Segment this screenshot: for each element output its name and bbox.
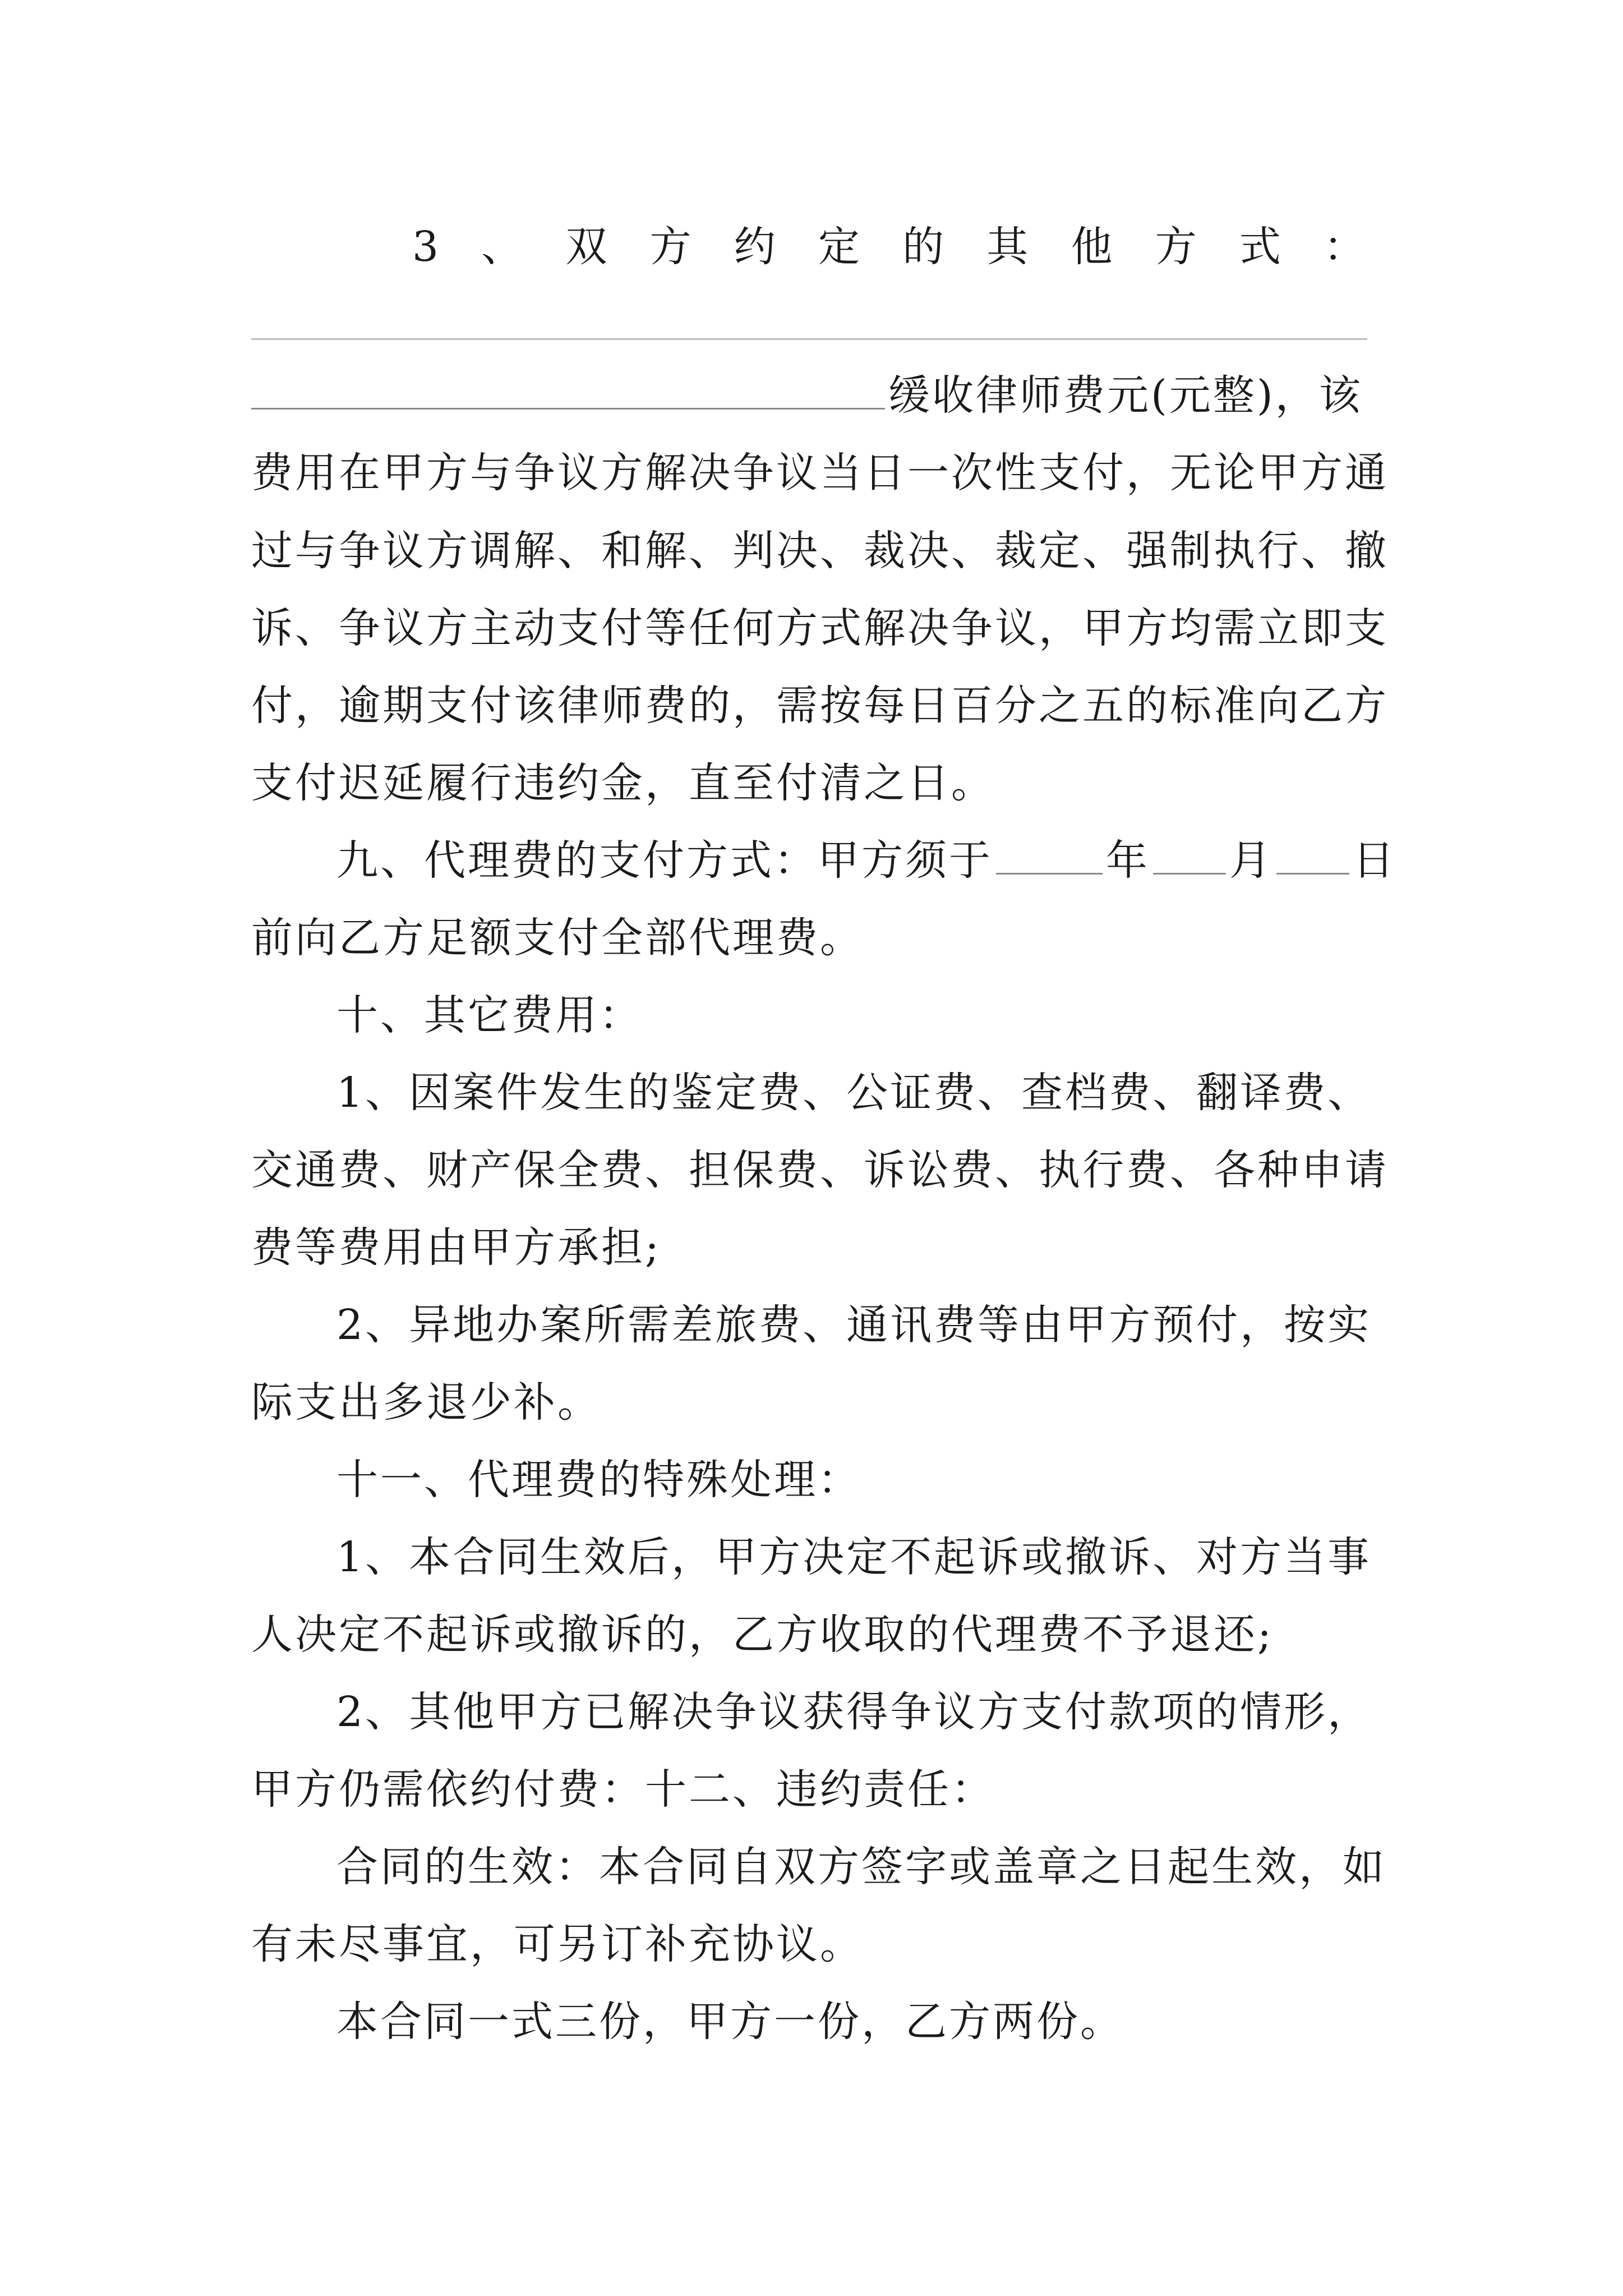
section9-prefix: 九、代理费的支付方式：甲方须于 [336, 836, 993, 885]
item3-char: ： [1323, 223, 1367, 271]
deferred-fee-line-5: 付，逾期支付该律师费的，需按每日百分之五的标准向乙方 [251, 682, 1389, 730]
item3-char: 3 [412, 223, 441, 271]
item3-char: 双 [565, 223, 610, 271]
item3-line [412, 219, 1367, 275]
item3-char: 他 [1071, 223, 1115, 271]
section11-title: 十一、代理费的特殊处理： [336, 1456, 861, 1504]
item3-char: 的 [902, 223, 947, 271]
section10-item1-line3: 费等费用由甲方承担; [251, 1223, 661, 1272]
section10-title: 十、其它费用： [336, 991, 643, 1039]
day-label: 日 [1353, 836, 1396, 885]
fill-in-rule [251, 338, 1367, 340]
year-label: 年 [1106, 836, 1150, 885]
section10-item2-line2: 际支出多退少补。 [251, 1378, 601, 1427]
blank-field [251, 369, 885, 409]
item3-char: 式 [1239, 223, 1283, 271]
section10-item2-line1: 2、异地办案所需差旅费、通讯费等由甲方预付，按实 [336, 1301, 1372, 1349]
deferred-fee-line-3: 过与争议方调解、和解、判决、裁决、裁定、强制执行、撤 [251, 527, 1389, 575]
section11-item2-line2: 甲方仍需依约付费：十二、违约责任： [251, 1765, 995, 1814]
copies-line: 本合同一式三份，甲方一份，乙方两份。 [336, 1998, 1124, 2046]
section9-line-2: 前向乙方足额支付全部代理费。 [251, 914, 864, 962]
item3-char: 、 [481, 223, 525, 271]
deferred-fee-text: 缓收律师费元(元整)，该 [888, 371, 1363, 420]
deferred-fee-line-1 [251, 367, 1384, 424]
section10-item1-line1: 1、因案件发生的鉴定费、公证费、查档费、翻译费、 [336, 1069, 1372, 1117]
deferred-fee-line-2: 费用在甲方与争议方解决争议当日一次性支付，无论甲方通 [251, 449, 1389, 497]
section9-line-1 [336, 832, 1396, 889]
item3-char: 其 [986, 223, 1031, 271]
month-label: 月 [1229, 836, 1273, 885]
section11-item2-line1: 2、其他甲方已解决争议获得争议方支付款项的情形， [336, 1688, 1372, 1736]
item3-char: 定 [818, 223, 862, 271]
deferred-fee-line-6: 支付迟延履行违约金，直至付清之日。 [251, 759, 995, 807]
section11-item1-line1: 1、本合同生效后，甲方决定不起诉或撤诉、对方当事 [336, 1533, 1372, 1581]
year-blank [996, 834, 1103, 875]
month-blank [1153, 834, 1226, 875]
effect-line-2: 有未尽事宜，可另订补充协议。 [251, 1920, 864, 1968]
section10-item1-line2: 交通费、财产保全费、担保费、诉讼费、执行费、各种申请 [251, 1146, 1389, 1194]
item3-char: 方 [1155, 223, 1199, 271]
deferred-fee-line-4: 诉、争议方主动支付等任何方式解决争议，甲方均需立即支 [251, 604, 1389, 652]
item3-char: 方 [649, 223, 694, 271]
item3-char: 约 [734, 223, 778, 271]
effect-line-1: 合同的生效：本合同自双方签字或盖章之日起生效，如 [336, 1843, 1386, 1891]
section11-item1-line2: 人决定不起诉或撤诉的，乙方收取的代理费不予退还; [251, 1611, 1274, 1659]
day-blank [1276, 834, 1349, 875]
